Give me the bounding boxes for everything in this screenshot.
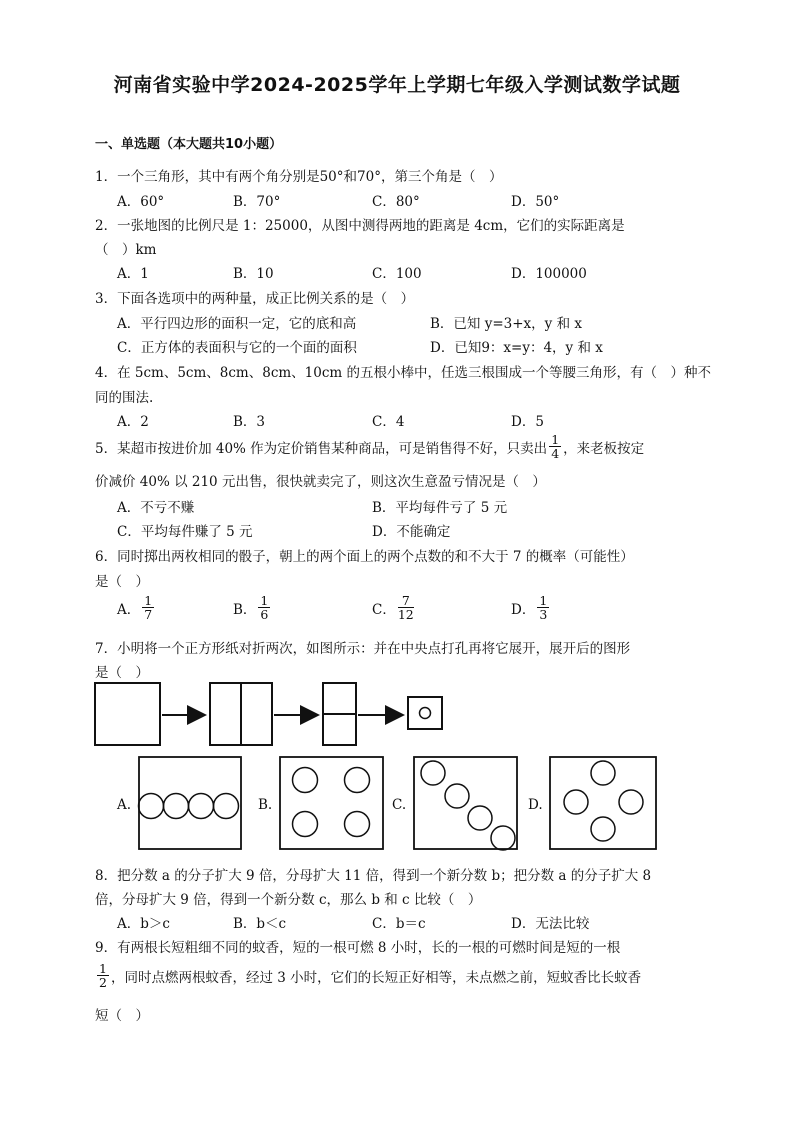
question-5-option-c[interactable]: C．平均每件赚了 5 元 (117, 524, 253, 540)
fold-step-3-quarter (323, 683, 356, 745)
option-label: A． (117, 601, 141, 618)
fraction-one-half (97, 962, 109, 989)
fold-step-1-square (95, 683, 160, 745)
fold-step-2-half (210, 683, 272, 745)
fraction-numerator: 1 (144, 593, 153, 608)
question-4-stem-cont: 同的围法. (95, 390, 154, 406)
page-title: 河南省实验中学2024-2025学年上学期七年级入学测试数学试题 (113, 74, 681, 96)
question-6-stem: 6．同时掷出两枚相同的骰子，朝上的两个面上的两个点数的和不大于 7 的概率（可能性） (95, 549, 634, 565)
option-label: D． (511, 601, 536, 618)
question-3-option-b[interactable]: B．已知 y=3+x，y 和 x (430, 316, 582, 332)
question-1-option-a[interactable]: A．60° (117, 194, 165, 210)
question-9-stem-part2: ，同时点燃两根蚊香，经过 3 小时，它们的长短正好相等，未点燃之前，短蚊香比长蚊香 (110, 969, 642, 986)
question-7-option-c-figure[interactable] (414, 757, 517, 850)
question-3-option-c[interactable]: C．正方体的表面积与它的一个面的面积 (117, 340, 357, 356)
fraction-numerator: 1 (551, 432, 560, 447)
question-1-stem: 1．一个三角形，其中有两个角分别是50°和70°，第三个角是（ ） (95, 169, 503, 185)
question-1-option-c[interactable]: C．80° (372, 194, 420, 210)
question-4-stem: 4．在 5cm、5cm、8cm、8cm、10cm 的五根小棒中，任选三根围成一个等腰三角形，有（ ）种不 (95, 365, 712, 381)
fraction-denominator: 4 (551, 446, 560, 462)
question-7-option-d-figure[interactable] (550, 757, 656, 849)
section-heading: 一、单选题（本大题共10小题） (95, 137, 283, 152)
question-7-option-a-figure[interactable] (139, 757, 242, 849)
question-5-option-d[interactable]: D．不能确定 (372, 524, 451, 540)
question-8-option-c[interactable]: C．b＝c (372, 916, 426, 932)
question-7-option-a-label[interactable]: A. (117, 797, 132, 813)
fraction-numerator: 1 (260, 593, 269, 608)
question-9-stem: 9．有两根长短粗细不同的蚊香，短的一根可燃 8 小时，长的一根的可燃时间是短的一根 (95, 940, 621, 956)
question-5-option-a[interactable]: A．不亏不赚 (117, 500, 195, 516)
question-2-option-b[interactable]: B．10 (233, 266, 274, 282)
question-1-option-d[interactable]: D．50° (511, 194, 560, 210)
question-3-option-d[interactable]: D．已知9：x=y：4，y 和 x (430, 340, 603, 356)
question-4-option-a[interactable]: A．2 (117, 414, 149, 430)
question-7-option-b-figure[interactable] (280, 757, 383, 849)
question-8-stem-cont: 倍，分母扩大 9 倍，得到一个新分数 c，那么 b 和 c 比较（ ） (95, 892, 482, 908)
question-5-option-b[interactable]: B．平均每件亏了 5 元 (372, 500, 508, 516)
question-8-option-b[interactable]: B．b＜c (233, 916, 287, 932)
question-3-stem: 3．下面各选项中的两种量，成正比例关系的是（ ） (95, 291, 415, 307)
fraction-denominator: 7 (144, 607, 153, 623)
question-3-option-a[interactable]: A．平行四边形的面积一定，它的底和高 (117, 316, 357, 332)
question-8-stem: 8．把分数 a 的分子扩大 9 倍，分母扩大 11 倍，得到一个新分数 b；把分数 a 的分子扩大 8 (95, 868, 652, 884)
option-label: B． (233, 601, 257, 618)
question-2-option-a[interactable]: A．1 (117, 266, 149, 282)
fraction-denominator: 6 (260, 607, 269, 623)
question-7-option-b-label[interactable]: B. (258, 797, 273, 813)
question-9-stem-end: 短（ ） (95, 1008, 149, 1024)
question-8-option-d[interactable]: D．无法比较 (511, 916, 590, 932)
fraction-numerator: 1 (539, 593, 548, 608)
question-7-option-d-label[interactable]: D. (528, 797, 543, 813)
question-7-stem-cont: 是（ ） (95, 665, 149, 681)
question-5-stem-part1: 5．某超市按进价加 40% 作为定价销售某种商品，可是销售得不好，只卖出 (95, 440, 548, 457)
question-4-option-d[interactable]: D．5 (511, 414, 544, 430)
question-2-option-d[interactable]: D．100000 (511, 266, 587, 282)
question-2-stem: 2．一张地图的比例尺是 1：25000，从图中测得两地的距离是 4cm，它们的实际距离是 (95, 218, 625, 234)
option-label: C． (372, 601, 396, 618)
question-5-stem-part2: ，来老板按定 (563, 440, 645, 457)
question-4-option-b[interactable]: B．3 (233, 414, 266, 430)
question-2-option-c[interactable]: C．100 (372, 266, 422, 282)
fraction-numerator: 7 (398, 594, 414, 608)
fold-step-4-punched (408, 697, 442, 729)
question-9-stem-cont (95, 962, 641, 989)
question-4-option-c[interactable]: C．4 (372, 414, 405, 430)
question-6-stem-cont: 是（ ） (95, 574, 149, 590)
question-1-option-b[interactable]: B．70° (233, 194, 281, 210)
question-7-stem: 7．小明将一个正方形纸对折两次，如图所示：并在中央点打孔再将它展开，展开后的图形 (95, 641, 631, 657)
fraction-numerator: 1 (99, 961, 107, 976)
question-5-stem-cont: 价减价 40% 以 210 元出售，很快就卖完了，则这次生意盈亏情况是（ ） (95, 474, 546, 490)
question-7-option-c-label[interactable]: C. (392, 797, 407, 813)
fraction-denominator: 12 (397, 607, 414, 623)
question-8-option-a[interactable]: A．b＞c (117, 916, 170, 932)
fraction-denominator: 2 (99, 975, 107, 991)
fraction-denominator: 3 (539, 607, 548, 623)
question-2-stem-cont: （ ）km (95, 242, 157, 258)
